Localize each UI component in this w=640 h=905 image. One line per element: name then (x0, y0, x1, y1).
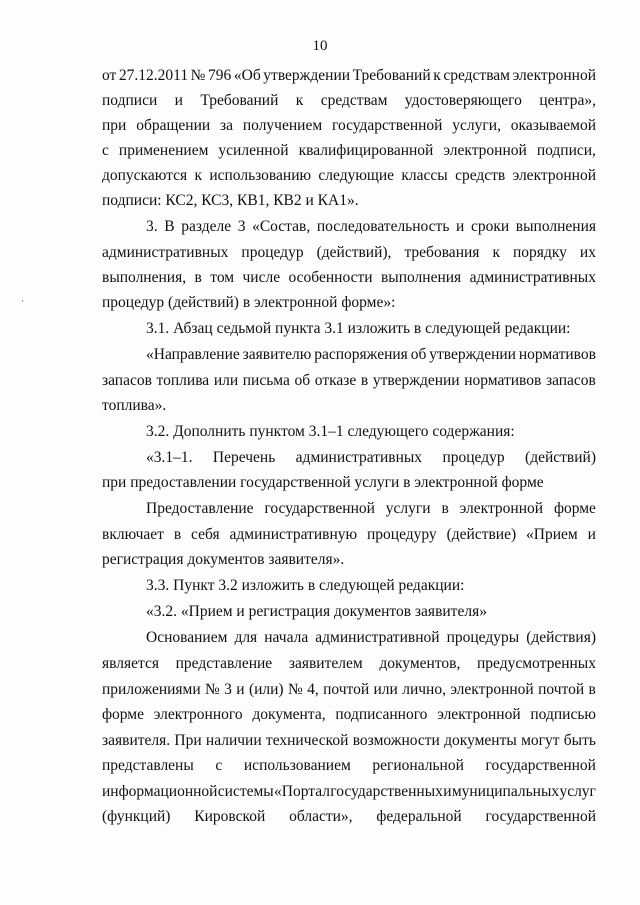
word: информационной (102, 783, 218, 800)
word: Требований (200, 92, 279, 109)
word: 4, (307, 681, 319, 698)
text-line (102, 166, 596, 186)
word: Требований (352, 67, 431, 84)
word: федеральной (376, 808, 462, 825)
word: является (102, 655, 159, 672)
word: государственной (331, 117, 443, 134)
text-line (146, 217, 596, 237)
text-line (102, 807, 596, 827)
text-line (102, 654, 596, 674)
scan-speck (22, 300, 23, 302)
text-line (102, 680, 596, 700)
word: средствам (443, 67, 510, 84)
word: (действий) (525, 449, 596, 466)
word: об (294, 372, 311, 389)
word: порядку (513, 244, 567, 261)
text-line: топлива». (102, 397, 167, 414)
word: При (174, 732, 202, 749)
word: В (164, 218, 175, 235)
word: подписью (530, 706, 596, 723)
page-number: 10 (312, 38, 328, 54)
word: или (213, 372, 239, 389)
word: электронной (512, 167, 596, 184)
word: процедуры (446, 629, 520, 646)
word: представление (175, 655, 273, 672)
word: нормативов (464, 372, 542, 389)
word: электронной (459, 500, 544, 517)
word: себя (191, 526, 220, 543)
word: технической (265, 732, 349, 749)
word: электронной (437, 706, 521, 723)
word: обращении (136, 117, 211, 134)
word: государственной (264, 500, 375, 517)
word: за (220, 117, 234, 134)
word: требования (404, 244, 480, 261)
word: заявителя. (102, 732, 171, 749)
word: использованием (243, 757, 351, 774)
word: с (215, 757, 223, 774)
word: государственной (485, 808, 596, 825)
word: и (456, 218, 465, 235)
text-line: подписи: КС2, КС3, КВ1, КВ2 и КА1». (102, 192, 359, 209)
word: числе (242, 269, 281, 286)
text-line (102, 525, 596, 545)
text-line (102, 371, 596, 391)
word: при (102, 117, 127, 134)
word: или (373, 681, 398, 698)
word: представлены (102, 757, 194, 774)
text-line: 3.1. Абзац седьмой пункта 3.1 изложить в следующей редакции: (146, 320, 571, 337)
word: 3. (146, 218, 158, 235)
word: средств (455, 167, 506, 184)
word: последовательность (316, 218, 450, 235)
text-line (146, 499, 596, 519)
word: и (236, 681, 245, 698)
word: (функций) (102, 808, 171, 825)
word: квалифицированной (298, 142, 434, 159)
word: «Состав, (252, 218, 311, 235)
word: № (287, 681, 303, 698)
word: процедур (442, 449, 505, 466)
word: письма (242, 372, 290, 389)
word: нормативов (518, 346, 596, 363)
word: усиленной (218, 142, 289, 159)
word: топлива (156, 372, 210, 389)
word: административных (295, 449, 423, 466)
word: классы (401, 167, 448, 184)
word: выполнения (515, 218, 596, 235)
text-line: 3.3. Пункт 3.2 изложить в следующей редакции: (146, 577, 465, 594)
word: (действия) (526, 629, 596, 646)
text-line: процедур (действий) в электронной форме»: (102, 294, 396, 311)
word: электронного (153, 706, 243, 723)
word: 3 (224, 681, 232, 698)
word: документы (444, 732, 517, 749)
word: (или) (248, 681, 284, 698)
word: следующие (318, 167, 395, 184)
word: Предоставление (146, 500, 254, 517)
word: получением (242, 117, 323, 134)
word: в (194, 269, 202, 286)
word: распоряжения (314, 346, 408, 363)
word: в (588, 681, 596, 698)
word: Кировской (194, 808, 266, 825)
word: запасов (102, 372, 152, 389)
word: административных (102, 244, 229, 261)
word: разделе (181, 218, 232, 235)
word: в (441, 500, 449, 517)
word: лично, (402, 681, 446, 698)
text-line (102, 782, 596, 802)
text-line: при предоставлении государственной услуги в электронной форме (102, 474, 544, 491)
text-line (102, 705, 596, 725)
text-line (102, 268, 596, 288)
word: административных (469, 269, 596, 286)
word: предусмотренных (477, 655, 596, 672)
word: их (579, 244, 596, 261)
word: в (360, 372, 369, 389)
text-line (146, 345, 596, 365)
word: Перечень (212, 449, 276, 466)
word: административную (229, 526, 358, 543)
word: подписанного (335, 706, 428, 723)
word: наличии (205, 732, 262, 749)
text-line (146, 628, 596, 648)
text-line (102, 91, 596, 111)
word: заявителю (242, 346, 312, 363)
word: 27.12.2011 (118, 67, 189, 84)
word: услуги, (452, 117, 501, 134)
word: оказываемой (510, 117, 596, 134)
word: процедур (241, 244, 304, 261)
word: быть (563, 732, 596, 749)
text-line (146, 448, 596, 468)
word: выполнения, (102, 269, 187, 286)
word: услуги (385, 500, 431, 517)
word: средствам (320, 92, 388, 109)
word: к (433, 67, 441, 84)
word: в (173, 526, 182, 543)
word: 796 (208, 67, 232, 84)
word: подписи (102, 92, 158, 109)
text-line (102, 243, 596, 263)
word: выполнения (380, 269, 462, 286)
word: почтой (538, 681, 585, 698)
word: заявителем (288, 655, 363, 672)
word: документа, (252, 706, 326, 723)
word: использованию (209, 167, 312, 184)
word: «3.1–1. (146, 449, 193, 466)
word: электронной (443, 142, 527, 159)
word: к (295, 92, 304, 109)
word: системы (217, 783, 274, 800)
word: (действие) (446, 526, 517, 543)
word: к (194, 167, 202, 184)
word: № (205, 681, 220, 698)
word: государственной (485, 757, 596, 774)
word: государственных (330, 783, 443, 800)
word: применением (118, 142, 209, 159)
word: центра», (539, 92, 596, 109)
word: запасов (545, 372, 596, 389)
word: утверждении (263, 67, 351, 84)
word: электронной (512, 67, 596, 84)
word: к (492, 244, 500, 261)
word: и (443, 783, 452, 800)
word: административной (315, 629, 440, 646)
text-line (102, 756, 596, 776)
word: подписи, (536, 142, 596, 159)
word: процедуру (366, 526, 437, 543)
word: начала (264, 629, 309, 646)
word: форме (102, 706, 144, 723)
word: сроки (470, 218, 510, 235)
text-line (102, 731, 596, 751)
word: региональной (372, 757, 464, 774)
word: почтой (323, 681, 370, 698)
word: «Портал (274, 783, 330, 800)
text-line: 3.2. Дополнить пунктом 3.1–1 следующего содержания: (146, 423, 515, 440)
word: могут (521, 732, 560, 749)
word: утверждении (429, 346, 516, 363)
word: отказе (314, 372, 357, 389)
word: (действий), (316, 244, 392, 261)
word: «Об (233, 67, 261, 84)
word: и (587, 526, 596, 543)
word: и (174, 92, 183, 109)
text-line (102, 116, 596, 136)
word: электронной (450, 681, 534, 698)
word: для (234, 629, 258, 646)
word: возможности (352, 732, 440, 749)
text-line: регистрация документов заявителя». (102, 551, 345, 568)
word: услуг (559, 783, 596, 800)
word: области», (289, 808, 353, 825)
word: приложениями (102, 681, 201, 698)
word: об (410, 346, 427, 363)
word: № (190, 67, 206, 84)
word: Основанием (146, 629, 228, 646)
word: от (102, 67, 117, 84)
word: 3 (237, 218, 246, 235)
text-line (102, 66, 596, 86)
word: с (102, 142, 109, 159)
word: документов, (379, 655, 461, 672)
word: «Направление (146, 346, 240, 363)
word: допускаются (102, 167, 188, 184)
word: удостоверяющего (404, 92, 522, 109)
word: «Прием (526, 526, 578, 543)
text-line (102, 141, 596, 161)
word: утверждении (372, 372, 460, 389)
text-line: «3.2. «Прием и регистрация документов заявителя» (146, 603, 487, 620)
word: муниципальных (451, 783, 560, 800)
word: форме (553, 500, 596, 517)
word: особенности (288, 269, 373, 286)
word: том (210, 269, 235, 286)
word: включает (102, 526, 164, 543)
